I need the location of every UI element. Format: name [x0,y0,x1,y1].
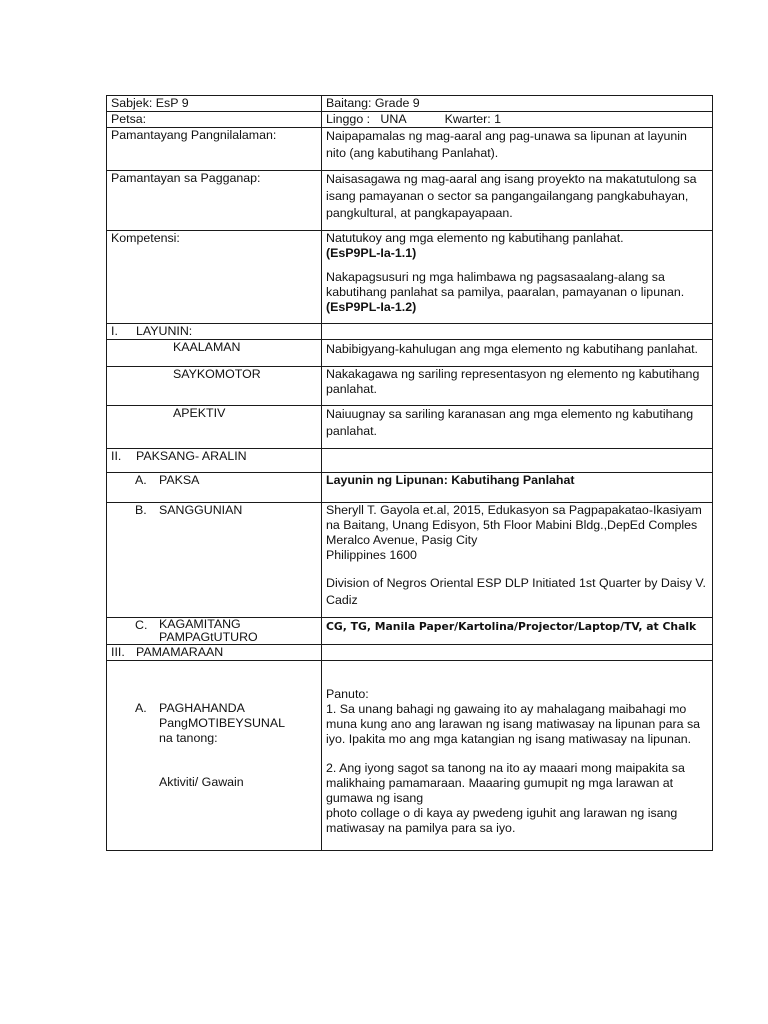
row-layunin [107,324,713,340]
petsa-label: Petsa: [107,112,322,128]
pamamaraan-empty [322,645,713,661]
layunin-marker: I. [111,324,118,338]
row-pamantayan-sa-pagganap [107,171,713,231]
kompetensi-line-1: Natutukoy ang mga elemento ng kabutihang panlahat. [326,231,624,245]
kagamitang-label-cell [107,618,322,645]
kompetensi-label: Kompetensi: [107,231,322,324]
sanggunian-marker: B. [135,503,147,517]
paksang-aralin-empty [322,449,713,473]
sanggunian-ref-1b: Philippines 1600 [326,548,417,562]
kompetensi-code-1: (EsP9PL-Ia-1.1) [326,246,417,260]
paksa-value: Layunin ng Lipunan: Kabutihang Panlahat [322,473,713,503]
linggo-value: Linggo : UNA [326,112,407,126]
pamantayang-pangnilalaman-value: Naipapamalas ng mag-aaral ang pag-unawa sa lipunan at layunin nito (ang kabutihang Panlahat). [322,128,713,171]
kagamitang-label: KAGAMITANG PAMPAGtUTURO [159,617,258,644]
paksa-label: PAKSA [159,473,200,487]
apektiv-label: APEKTIV [107,406,322,449]
row-sanggunian [107,503,713,618]
row-kaalaman [107,340,713,367]
saykomotor-label: SAYKOMOTOR [107,367,322,406]
kompetensi-line-2: Nakapagsusuri ng mga halimbawa ng pagsasaalang-alang sa kabutihang panlahat sa pamilya, paaralan, pamayanan o lipunan. [326,270,685,299]
paghahanda-label-cell [107,661,322,851]
kaalaman-label: KAALAMAN [107,340,322,367]
kaalaman-value: Nabibigyang-kahulugan ang mga elemento ng kabutihang panlahat. [322,340,713,367]
panuto-step-2a: 2. Ang iyong sagot sa tanong na ito ay maaari mong maipakita sa malikhaing pamamaraan. Maaaring gumupit ng mga larawan at gumawa ng isang [326,761,685,805]
lesson-plan-table [106,95,713,851]
pamamaraan-heading [107,645,322,661]
aktiviti-label: Aktiviti/ Gawain [159,775,244,789]
panuto-step-2b: photo collage o di kaya ay pwedeng iguhit ang larawan ng isang matiwasay na pamilya para sa iyo. [326,806,678,835]
paghahanda-marker: A. [135,701,147,715]
pamamaraan-label: PAMAMARAAN [136,645,224,659]
row-paksa [107,473,713,503]
pamantayan-sa-pagganap-label: Pamantayan sa Pagganap: [107,171,322,231]
sabjek-label: Sabjek: EsP 9 [107,96,322,112]
row-petsa [107,112,713,128]
paksang-aralin-marker: II. [111,449,122,463]
pamamaraan-marker: III. [111,645,125,659]
pamantayang-pangnilalaman-label: Pamantayang Pangnilalaman: [107,128,322,171]
row-pamamaraan [107,645,713,661]
row-paksang-aralin [107,449,713,473]
panuto-step-1: 1. Sa unang bahagi ng gawaing ito ay mahalagang maibahagi mo muna kung ano ang larawan ng isang matiwasay na lipunan para sa iyo. Ipakita mo ang mga katangian ng isang matiwasay na lipunan. [326,702,701,746]
paksang-aralin-label: PAKSANG- ARALIN [136,449,247,463]
baitang-value: Baitang: Grade 9 [322,96,713,112]
sanggunian-value [322,503,713,618]
kompetensi-code-2: (EsP9PL-Ia-1.2) [326,300,417,314]
row-saykomotor [107,367,713,406]
row-kagamitang [107,618,713,645]
sanggunian-label-cell [107,503,322,618]
row-pamantayang-pangnilalaman [107,128,713,171]
saykomotor-value: Nakakagawa ng sariling representasyon ng elemento ng kabutihang panlahat. [322,367,713,406]
pamantayan-sa-pagganap-value: Naisasagawa ng mag-aaral ang isang proyekto na makatutulong sa isang pamayanan o sector sa pangangailangang pangkabuhayan, pangkultural, at pangkapayapaan. [322,171,713,231]
paksang-aralin-heading [107,449,322,473]
paksa-marker: A. [135,473,147,487]
paghahanda-value [322,661,713,851]
panuto-label: Panuto: [326,687,369,701]
kagamitang-marker: C. [135,618,148,632]
sanggunian-ref-1: Sheryll T. Gayola et.al, 2015, Edukasyon sa Pagpapakatao-Ikasiyam na Baitang, Unang Edisyon, 5th Floor Mabini Bldg.,DepEd Comples Meralco Avenue, Pasig City [326,503,702,547]
linggo-kwarter-cell [322,112,713,128]
paghahanda-label: PAGHAHANDA PangMOTIBEYSUNAL na tanong: [159,701,285,745]
kompetensi-value [322,231,713,324]
kagamitang-value: CG, TG, Manila Paper/Kartolina/Projector/Laptop/TV, at Chalk [322,618,713,645]
apektiv-value: Naiuugnay sa sariling karanasan ang mga elemento ng kabutihang panlahat. [322,406,713,449]
row-apektiv [107,406,713,449]
kwarter-value: Kwarter: 1 [444,112,502,126]
sanggunian-label: SANGGUNIAN [159,503,243,517]
row-sabjek [107,96,713,112]
paksa-label-cell [107,473,322,503]
layunin-label: LAYUNIN: [136,324,193,338]
layunin-empty [322,324,713,340]
layunin-heading [107,324,322,340]
sanggunian-ref-2: Division of Negros Oriental ESP DLP Initiated 1st Quarter by Daisy V. Cadiz [326,576,706,607]
row-paghahanda [107,661,713,851]
row-kompetensi [107,231,713,324]
